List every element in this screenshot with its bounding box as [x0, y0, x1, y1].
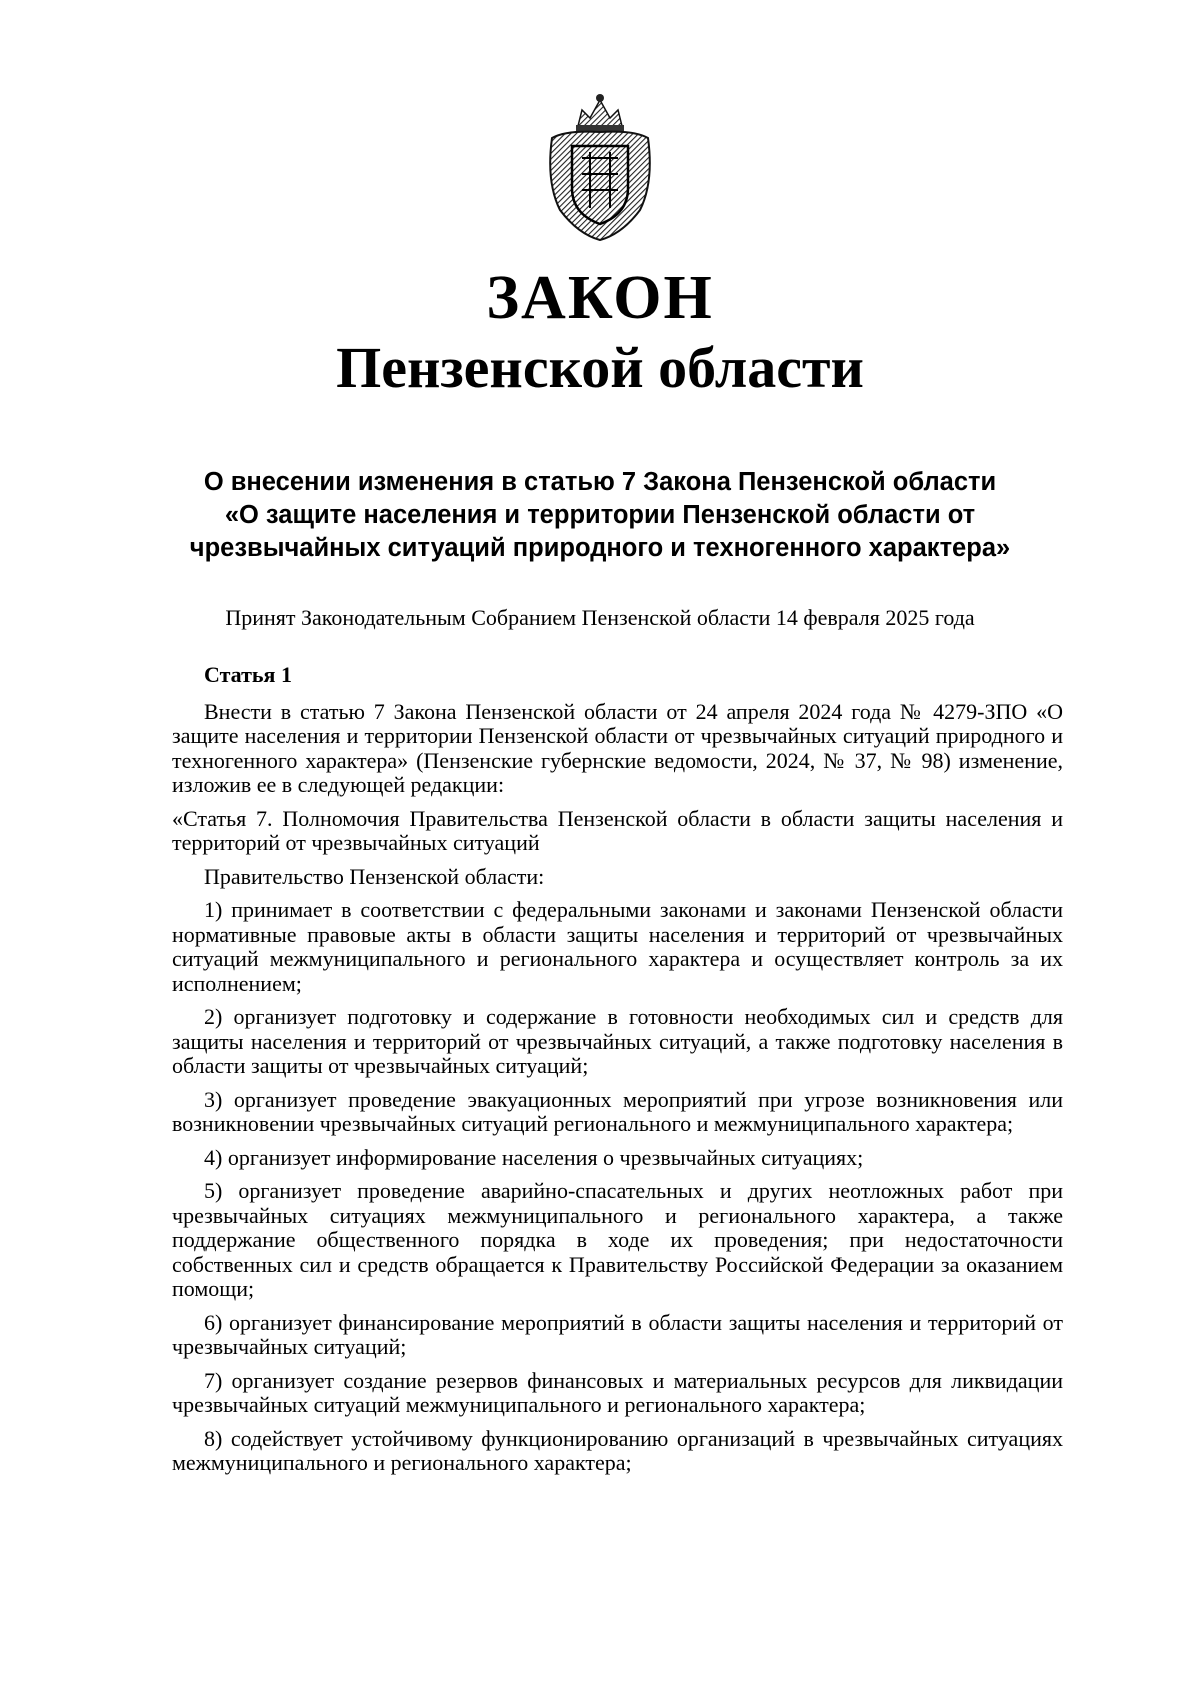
list-item: 4) организует информирование населения о чрезвычайных ситуациях;	[204, 1144, 864, 1170]
list-item: 6) организует финансирование мероприятий в области защиты населения и территорий от чрезвычайных ситуаций;	[172, 1309, 1063, 1359]
law-region: Пензенской области	[336, 335, 864, 400]
adoption-statement: Принят Законодательным Собранием Пензенской области 14 февраля 2025 года	[225, 605, 975, 630]
article7-title: «Статья 7. Полномочия Правительства Пензенской области в области защиты населения и территорий от чрезвычайных ситуаций	[172, 805, 1063, 855]
list-item: 1) принимает в соответствии с федеральными законами и законами Пензенской области нормативные правовые акты в области защиты населения и территорий от чрезвычайных ситуаций межмуниципального и регионального характера и осуществляет контроль за их исполнением;	[172, 897, 1063, 996]
list-item: 5) организует проведение аварийно-спасательных и других неотложных работ при чрезвычайных ситуациях межмуниципального и регионального характера, а также поддержание общественного порядка в ходе их проведения; при недостаточности собственных сил и средств обращается к Правительству Российской Федерации за оказанием помощи;	[172, 1178, 1063, 1301]
law-title: ЗАКОН	[486, 264, 714, 332]
government-lead: Правительство Пензенской области:	[204, 863, 545, 889]
coat-of-arms-icon	[538, 92, 662, 242]
subject-line: чрезвычайных ситуаций природного и техногенного характера»	[189, 534, 1011, 562]
list-item: 8) содействует устойчивому функционированию организаций в чрезвычайных ситуациях межмуниципального и регионального характера;	[172, 1425, 1063, 1475]
law-subject	[140, 466, 1060, 565]
list-item: 2) организует подготовку и содержание в готовности необходимых сил и средств для защиты населения и территорий от чрезвычайных ситуаций, а также подготовку населения в области защиты от чрезвычайных ситуаций;	[172, 1004, 1063, 1078]
law-body	[172, 663, 1063, 1485]
subject-line: «О защите населения и территории Пензенской области от	[224, 501, 976, 529]
article-intro: Внести в статью 7 Закона Пензенской области от 24 апреля 2024 года № 4279-ЗПО «О защите населения и территории Пензенской области от чрезвычайных ситуаций природного и техногенного характера» (Пензенские губернские ведомости, 2024, № 37, № 98) изменение, изложив ее в следующей редакции:	[172, 698, 1063, 797]
article-heading: Статья 1	[204, 662, 292, 687]
subject-line: О внесении изменения в статью 7 Закона Пензенской области	[203, 468, 997, 496]
list-item: 3) организует проведение эвакуационных мероприятий при угрозе возникновения или возникновении чрезвычайных ситуаций регионального и межмуниципального характера;	[172, 1086, 1063, 1136]
list-item: 7) организует создание резервов финансовых и материальных ресурсов для ликвидации чрезвычайных ситуаций межмуниципального и регионального характера;	[172, 1367, 1063, 1417]
